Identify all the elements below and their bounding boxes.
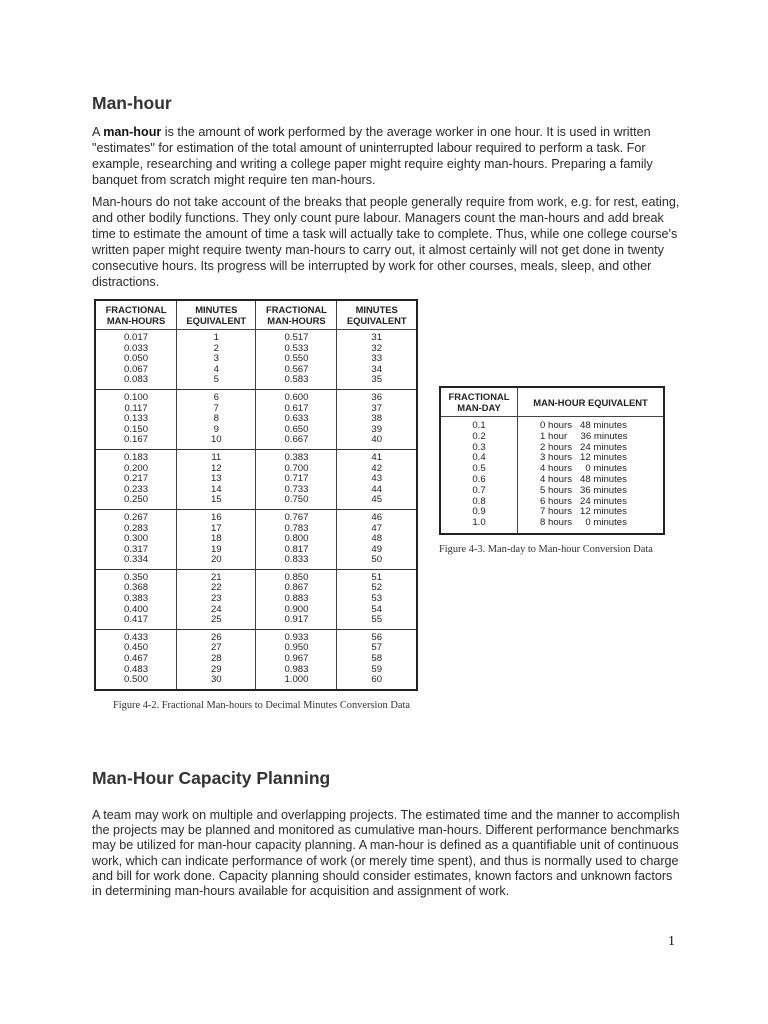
- fractional-man-day-cell: 0.8: [440, 497, 518, 508]
- fractional-man-hours-cell: 0.800: [256, 534, 337, 545]
- fractional-man-hours-cell: 0.733: [256, 485, 337, 496]
- paragraph-line: example, researching and writing a college paper might require eighty man-hours. Preparing a family: [92, 157, 653, 171]
- minutes-equivalent-cell: 22: [177, 583, 256, 594]
- table-row: [95, 330, 417, 344]
- table-row: [440, 432, 664, 443]
- minutes-equivalent-cell: 41: [337, 449, 417, 463]
- minutes-equivalent-cell: 6: [177, 389, 256, 403]
- header-text: MINUTES: [355, 304, 398, 315]
- fractional-man-day-cell: 0.3: [440, 443, 518, 454]
- man-hour-equivalent-cell: 1 hour 36 minutes: [518, 432, 665, 443]
- header-text: MAN-DAY: [457, 402, 501, 413]
- minutes-equivalent-cell: 27: [177, 643, 256, 654]
- minutes-equivalent-cell: 4: [177, 365, 256, 376]
- figure-4-2: [94, 299, 418, 712]
- fractional-man-hours-cell: 0.350: [95, 569, 177, 583]
- table-body: [95, 330, 417, 690]
- table-row: [440, 417, 664, 432]
- fractional-man-hours-cell: 0.933: [256, 629, 337, 643]
- text: A: [92, 125, 104, 139]
- minutes-equivalent-cell: 49: [337, 545, 417, 556]
- header-text: FRACTIONAL: [265, 304, 327, 315]
- fractional-man-hours-cell: 0.567: [256, 365, 337, 376]
- fractional-man-hours-cell: 0.583: [256, 375, 337, 389]
- fractional-man-hours-cell: 0.167: [95, 435, 177, 449]
- man-day-conversion-table: [439, 386, 665, 535]
- man-hour-equivalent-cell: 4 hours 48 minutes: [518, 475, 665, 486]
- man-hour-equivalent-cell: 4 hours 0 minutes: [518, 464, 665, 475]
- minutes-equivalent-cell: 23: [177, 594, 256, 605]
- fractional-man-hours-cell: 0.283: [95, 524, 177, 535]
- table-body: [440, 417, 664, 534]
- fractional-man-hours-cell: 0.100: [95, 389, 177, 403]
- table-row: [95, 555, 417, 569]
- fractional-man-hours-cell: 0.117: [95, 404, 177, 415]
- paragraph-breaks: [92, 194, 679, 290]
- table-row: [95, 435, 417, 449]
- paragraph-line: the projects may be planned and monitored as cumulative man-hours. Different performance benchmarks: [92, 823, 680, 838]
- man-hour-equivalent-cell: 2 hours 24 minutes: [518, 443, 665, 454]
- minutes-equivalent-cell: 7: [177, 404, 256, 415]
- minutes-equivalent-cell: 47: [337, 524, 417, 535]
- paragraph-line: A team may work on multiple and overlapping projects. The estimated time and the manner to accomplish: [92, 808, 680, 822]
- minutes-equivalent-cell: 19: [177, 545, 256, 556]
- man-hour-equivalent-cell: 0 hours 48 minutes: [518, 417, 665, 432]
- fractional-man-hours-cell: 0.717: [256, 474, 337, 485]
- minutes-equivalent-cell: 36: [337, 389, 417, 403]
- table-row: [95, 509, 417, 523]
- fractional-man-hours-cell: 0.767: [256, 509, 337, 523]
- table-row: [95, 375, 417, 389]
- fractional-man-hours-cell: 0.883: [256, 594, 337, 605]
- fractional-man-hours-cell: 0.617: [256, 404, 337, 415]
- minutes-equivalent-cell: 17: [177, 524, 256, 535]
- fractional-man-hours-cell: 0.200: [95, 464, 177, 475]
- figure-4-3: [439, 386, 665, 556]
- paragraph-line: [92, 124, 653, 140]
- paragraph-line: written paper might require twenty man-hours to carry out, it almost certainly will not get done in twenty: [92, 243, 664, 257]
- minutes-equivalent-cell: 34: [337, 365, 417, 376]
- fractional-man-hours-cell: 0.133: [95, 414, 177, 425]
- fractional-man-day-cell: 0.7: [440, 486, 518, 497]
- minutes-equivalent-cell: 33: [337, 354, 417, 365]
- fractional-man-hours-cell: 0.467: [95, 654, 177, 665]
- header-text: MAN-HOUR EQUIVALENT: [533, 396, 648, 408]
- header-text: MAN-HOURS: [267, 315, 326, 326]
- fractional-man-hours-cell: 0.300: [95, 534, 177, 545]
- text: performed by the average worker in one hour. It is used in written: [284, 125, 651, 139]
- fractional-man-hours-cell: 0.368: [95, 583, 177, 594]
- fractional-man-hours-cell: 0.517: [256, 330, 337, 344]
- minutes-equivalent-cell: 37: [337, 404, 417, 415]
- minutes-equivalent-cell: 26: [177, 629, 256, 643]
- fractional-man-hours-cell: 0.067: [95, 365, 177, 376]
- fractional-man-hours-cell: 0.650: [256, 425, 337, 436]
- minutes-equivalent-cell: 3: [177, 354, 256, 365]
- minutes-equivalent-cell: 13: [177, 474, 256, 485]
- page-number: 1: [668, 934, 675, 949]
- table-row: [440, 518, 664, 534]
- minutes-equivalent-cell: 16: [177, 509, 256, 523]
- minutes-equivalent-cell: 24: [177, 605, 256, 616]
- minutes-equivalent-cell: 48: [337, 534, 417, 545]
- header-text: EQUIVALENT: [186, 315, 247, 326]
- fractional-man-hours-cell: 0.433: [95, 629, 177, 643]
- minutes-equivalent-cell: 18: [177, 534, 256, 545]
- paragraph-line: may be utilized for man-hour capacity planning. A man-hour is defined as a quantifiable unit of continuous: [92, 838, 679, 853]
- minutes-equivalent-cell: 39: [337, 425, 417, 436]
- man-hour-equivalent-cell: 5 hours 36 minutes: [518, 486, 665, 497]
- minutes-equivalent-cell: 2: [177, 344, 256, 355]
- minutes-equivalent-cell: 38: [337, 414, 417, 425]
- fractional-man-hours-table: [94, 299, 418, 691]
- fractional-man-hours-cell: 0.450: [95, 643, 177, 654]
- paragraph-line: distractions.: [92, 275, 160, 289]
- minutes-equivalent-cell: 15: [177, 495, 256, 509]
- minutes-equivalent-cell: 35: [337, 375, 417, 389]
- paragraph-line: in determining man-hours available for acquisition and assignment of work.: [92, 884, 510, 899]
- minutes-equivalent-cell: 11: [177, 449, 256, 463]
- man-hour-equivalent-cell: 3 hours 12 minutes: [518, 453, 665, 464]
- minutes-equivalent-cell: 40: [337, 435, 417, 449]
- fractional-man-day-cell: 0.1: [440, 417, 518, 432]
- fractional-man-hours-cell: 0.950: [256, 643, 337, 654]
- fractional-man-hours-cell: 0.700: [256, 464, 337, 475]
- fractional-man-hours-cell: 0.383: [256, 449, 337, 463]
- minutes-equivalent-cell: 28: [177, 654, 256, 665]
- fractional-man-hours-cell: 0.400: [95, 605, 177, 616]
- minutes-equivalent-cell: 57: [337, 643, 417, 654]
- minutes-equivalent-cell: 10: [177, 435, 256, 449]
- paragraph-capacity-planning: [92, 808, 680, 899]
- fractional-man-hours-cell: 0.917: [256, 615, 337, 629]
- fractional-man-hours-cell: 0.500: [95, 675, 177, 690]
- column-header: [95, 300, 177, 330]
- paragraph-line: banquet from scratch might require ten man-hours.: [92, 173, 376, 187]
- minutes-equivalent-cell: 31: [337, 330, 417, 344]
- paragraph-definition: [92, 124, 653, 188]
- table-row: [95, 675, 417, 690]
- paragraph-line: work, which can indicate performance of work (or merely time spent), and thus is normally used to charge: [92, 853, 679, 868]
- fractional-man-hours-cell: 0.750: [256, 495, 337, 509]
- figure-caption-4-2: Figure 4-2. Fractional Man-hours to Decimal Minutes Conversion Data: [113, 699, 410, 711]
- minutes-equivalent-cell: 53: [337, 594, 417, 605]
- minutes-equivalent-cell: 46: [337, 509, 417, 523]
- fractional-man-hours-cell: 0.217: [95, 474, 177, 485]
- minutes-equivalent-cell: 44: [337, 485, 417, 496]
- fractional-man-hours-cell: 0.550: [256, 354, 337, 365]
- fractional-man-day-cell: 0.4: [440, 453, 518, 464]
- header-text: MINUTES: [195, 304, 238, 315]
- man-hour-equivalent-cell: 8 hours 0 minutes: [518, 518, 665, 534]
- fractional-man-hours-cell: 0.183: [95, 449, 177, 463]
- figure-caption-4-3: Figure 4-3. Man-day to Man-hour Conversion Data: [439, 543, 653, 555]
- fractional-man-day-cell: 0.2: [440, 432, 518, 443]
- minutes-equivalent-cell: 12: [177, 464, 256, 475]
- fractional-man-hours-cell: 0.667: [256, 435, 337, 449]
- paragraph-line: consecutive hours. Its progress will be interrupted by work for other courses, meals, sleep, and other: [92, 259, 652, 273]
- fractional-man-hours-cell: 0.267: [95, 509, 177, 523]
- column-header: [256, 300, 337, 330]
- paragraph-line: "estimates" for estimation of the total amount of uninterrupted labour required to perform a task. For: [92, 141, 646, 155]
- man-hour-equivalent-cell: 6 hours 24 minutes: [518, 497, 665, 508]
- fractional-man-hours-cell: 0.033: [95, 344, 177, 355]
- paragraph-line: and other bodily functions. They only count pure labour. Managers count the man-hours and add break: [92, 211, 664, 225]
- minutes-equivalent-cell: 25: [177, 615, 256, 629]
- fractional-man-hours-cell: 0.817: [256, 545, 337, 556]
- fractional-man-hours-cell: 0.417: [95, 615, 177, 629]
- table-row: [95, 629, 417, 643]
- fractional-man-day-cell: 0.5: [440, 464, 518, 475]
- table-row: [95, 615, 417, 629]
- minutes-equivalent-cell: 54: [337, 605, 417, 616]
- fractional-man-day-cell: 0.9: [440, 507, 518, 518]
- table-row: [95, 495, 417, 509]
- work-link[interactable]: work: [257, 125, 285, 139]
- table-row: [440, 486, 664, 497]
- fractional-man-hours-cell: 0.983: [256, 665, 337, 676]
- fractional-man-hours-cell: 0.150: [95, 425, 177, 436]
- fractional-man-day-cell: 1.0: [440, 518, 518, 534]
- minutes-equivalent-cell: 59: [337, 665, 417, 676]
- minutes-equivalent-cell: 14: [177, 485, 256, 496]
- fractional-man-hours-cell: 0.533: [256, 344, 337, 355]
- fractional-man-hours-cell: 0.383: [95, 594, 177, 605]
- fractional-man-hours-cell: 0.017: [95, 330, 177, 344]
- minutes-equivalent-cell: 32: [337, 344, 417, 355]
- minutes-equivalent-cell: 21: [177, 569, 256, 583]
- table-header-row: [95, 300, 417, 330]
- fractional-man-hours-cell: 0.050: [95, 354, 177, 365]
- header-text: FRACTIONAL: [105, 304, 167, 315]
- paragraph-line: and bill for work done. Capacity planning should consider estimates, known factors and unknown factors: [92, 868, 673, 883]
- fractional-man-hours-cell: 0.483: [95, 665, 177, 676]
- minutes-equivalent-cell: 50: [337, 555, 417, 569]
- minutes-equivalent-cell: 60: [337, 675, 417, 690]
- fractional-man-hours-cell: 0.783: [256, 524, 337, 535]
- column-header: [440, 387, 518, 417]
- header-text: EQUIVALENT: [346, 315, 407, 326]
- text: is the amount of: [161, 125, 258, 139]
- fractional-man-hours-cell: 0.334: [95, 555, 177, 569]
- section-heading-capacity-planning: Man-Hour Capacity Planning: [92, 768, 331, 788]
- bold-term: man-hour: [103, 125, 162, 139]
- paragraph-line: Man-hours do not take account of the breaks that people generally require from work, e.g. for rest, eating,: [92, 195, 680, 209]
- fractional-man-hours-cell: 0.967: [256, 654, 337, 665]
- column-header: [177, 300, 256, 330]
- minutes-equivalent-cell: 52: [337, 583, 417, 594]
- fractional-man-day-cell: 0.6: [440, 475, 518, 486]
- minutes-equivalent-cell: 20: [177, 555, 256, 569]
- header-text: FRACTIONAL: [448, 391, 510, 402]
- table-row: [95, 389, 417, 403]
- fractional-man-hours-cell: 0.233: [95, 485, 177, 496]
- fractional-man-hours-cell: 0.850: [256, 569, 337, 583]
- minutes-equivalent-cell: 56: [337, 629, 417, 643]
- minutes-equivalent-cell: 45: [337, 495, 417, 509]
- man-hour-equivalent-cell: 7 hours 12 minutes: [518, 507, 665, 518]
- minutes-equivalent-cell: 42: [337, 464, 417, 475]
- fractional-man-hours-cell: 0.250: [95, 495, 177, 509]
- minutes-equivalent-cell: 1: [177, 330, 256, 344]
- header-text: MAN-HOURS: [106, 315, 166, 326]
- minutes-equivalent-cell: 30: [177, 675, 256, 690]
- table-row: [95, 569, 417, 583]
- fractional-man-hours-cell: 0.833: [256, 555, 337, 569]
- minutes-equivalent-cell: 55: [337, 615, 417, 629]
- fractional-man-hours-cell: 0.600: [256, 389, 337, 403]
- column-header: [337, 300, 417, 330]
- minutes-equivalent-cell: 51: [337, 569, 417, 583]
- paragraph-line: time to estimate the amount of time a task will actually take to complete. Thus, while one college course's: [92, 227, 678, 241]
- minutes-equivalent-cell: 58: [337, 654, 417, 665]
- table-header-row: [440, 387, 664, 417]
- fractional-man-hours-cell: 0.900: [256, 605, 337, 616]
- minutes-equivalent-cell: 9: [177, 425, 256, 436]
- minutes-equivalent-cell: 8: [177, 414, 256, 425]
- fractional-man-hours-cell: 1.000: [256, 675, 337, 690]
- fractional-man-hours-cell: 0.867: [256, 583, 337, 594]
- section-heading-man-hour: Man-hour: [92, 93, 172, 113]
- minutes-equivalent-cell: 43: [337, 474, 417, 485]
- fractional-man-hours-cell: 0.633: [256, 414, 337, 425]
- column-header: [518, 387, 665, 417]
- table-row: [95, 449, 417, 463]
- fractional-man-hours-cell: 0.083: [95, 375, 177, 389]
- fractional-man-hours-cell: 0.317: [95, 545, 177, 556]
- minutes-equivalent-cell: 29: [177, 665, 256, 676]
- minutes-equivalent-cell: 5: [177, 375, 256, 389]
